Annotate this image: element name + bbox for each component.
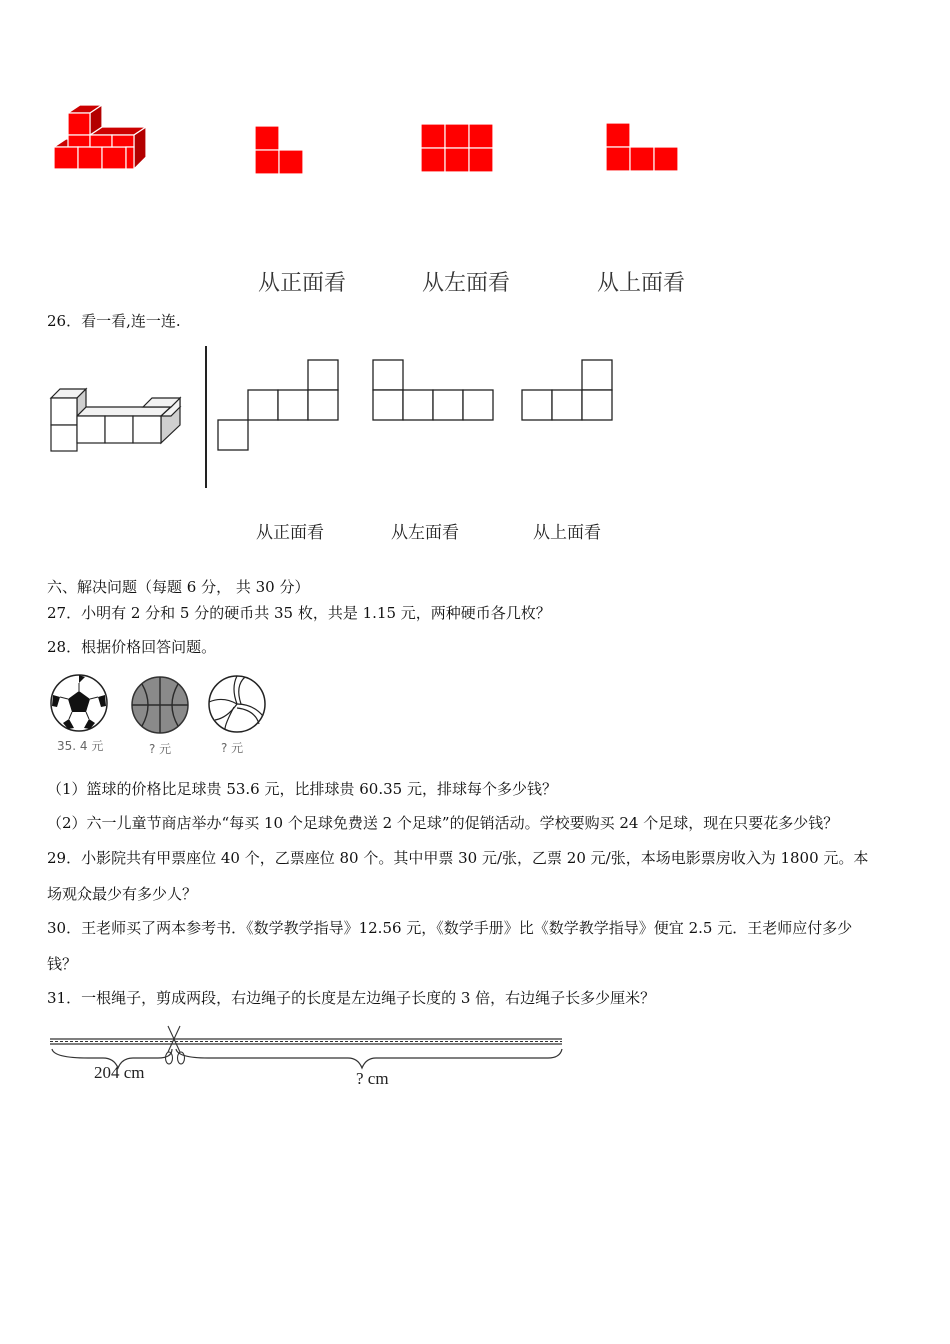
question-29-line-1: 29．小影院共有甲票座位 40 个，乙票座位 80 个。其中甲票 30 元/张，乙票 20 元/张，本场电影票房收入为 1800 元。本: [47, 849, 869, 867]
volleyball-icon: [207, 674, 267, 734]
soccer-ball-price: 35. 4 元: [57, 739, 104, 753]
question-31: 31．一根绳子，剪成两段，右边绳子的长度是左边绳子长度的 3 倍，右边绳子长多少厘米？: [47, 989, 656, 1007]
q26-label-front: 从正面看: [256, 523, 324, 543]
question-26-prompt: 26．看一看,连一连.: [47, 312, 181, 330]
question-27: 27．小明有 2 分和 5 分的硬币共 35 枚，共是 1.15 元，两种硬币各几枚？: [47, 604, 551, 622]
question-30-line-1: 30．王老师买了两本参考书．《数学教学指导》12.56 元，《数学手册》比《数学教学指导》便宜 2.5 元．王老师应付多少: [47, 919, 853, 937]
front-view-red-figure: [253, 124, 305, 176]
divider-line: [205, 346, 207, 488]
top-view-red-figure: [604, 121, 682, 173]
question-29-line-2: 场观众最少有多少人？: [47, 885, 198, 903]
left-view-red-figure: [419, 122, 495, 174]
red-block-solid-figure: [50, 105, 160, 185]
view-label-top: 从上面看: [597, 271, 686, 296]
view-outline-figure-1: [217, 358, 341, 453]
basketball-icon: [130, 675, 190, 735]
q26-label-left: 从左面看: [391, 523, 459, 543]
q26-label-top: 从上面看: [533, 523, 601, 543]
question-28: 28．根据价格回答问题。: [47, 638, 217, 656]
view-label-front: 从正面看: [258, 271, 347, 296]
volleyball-price: ? 元: [221, 741, 244, 755]
view-label-left: 从左面看: [422, 271, 511, 296]
rope-right-length: ? cm: [356, 1069, 389, 1088]
question-28-part-2: （2）六一儿童节商店举办“每买 10 个足球免费送 2 个足球”的促销活动。学校要购买 24 个足球，现在只要花多少钱？: [47, 814, 839, 832]
view-outline-figure-3: [521, 358, 615, 423]
section-6-heading: 六、解决问题（每题 6 分， 共 30 分）: [47, 578, 310, 596]
basketball-price: ? 元: [149, 742, 172, 756]
rope-left-length: 204 cm: [94, 1063, 145, 1082]
soccer-ball-icon: [49, 673, 109, 733]
question-28-part-1: （1）篮球的价格比足球贵 53.6 元，比排球贵 60.35 元，排球每个多少钱？: [47, 780, 557, 798]
question-30-line-2: 钱？: [47, 955, 78, 973]
view-outline-figure-2: [372, 358, 496, 423]
cube-solid-figure: [48, 386, 184, 454]
